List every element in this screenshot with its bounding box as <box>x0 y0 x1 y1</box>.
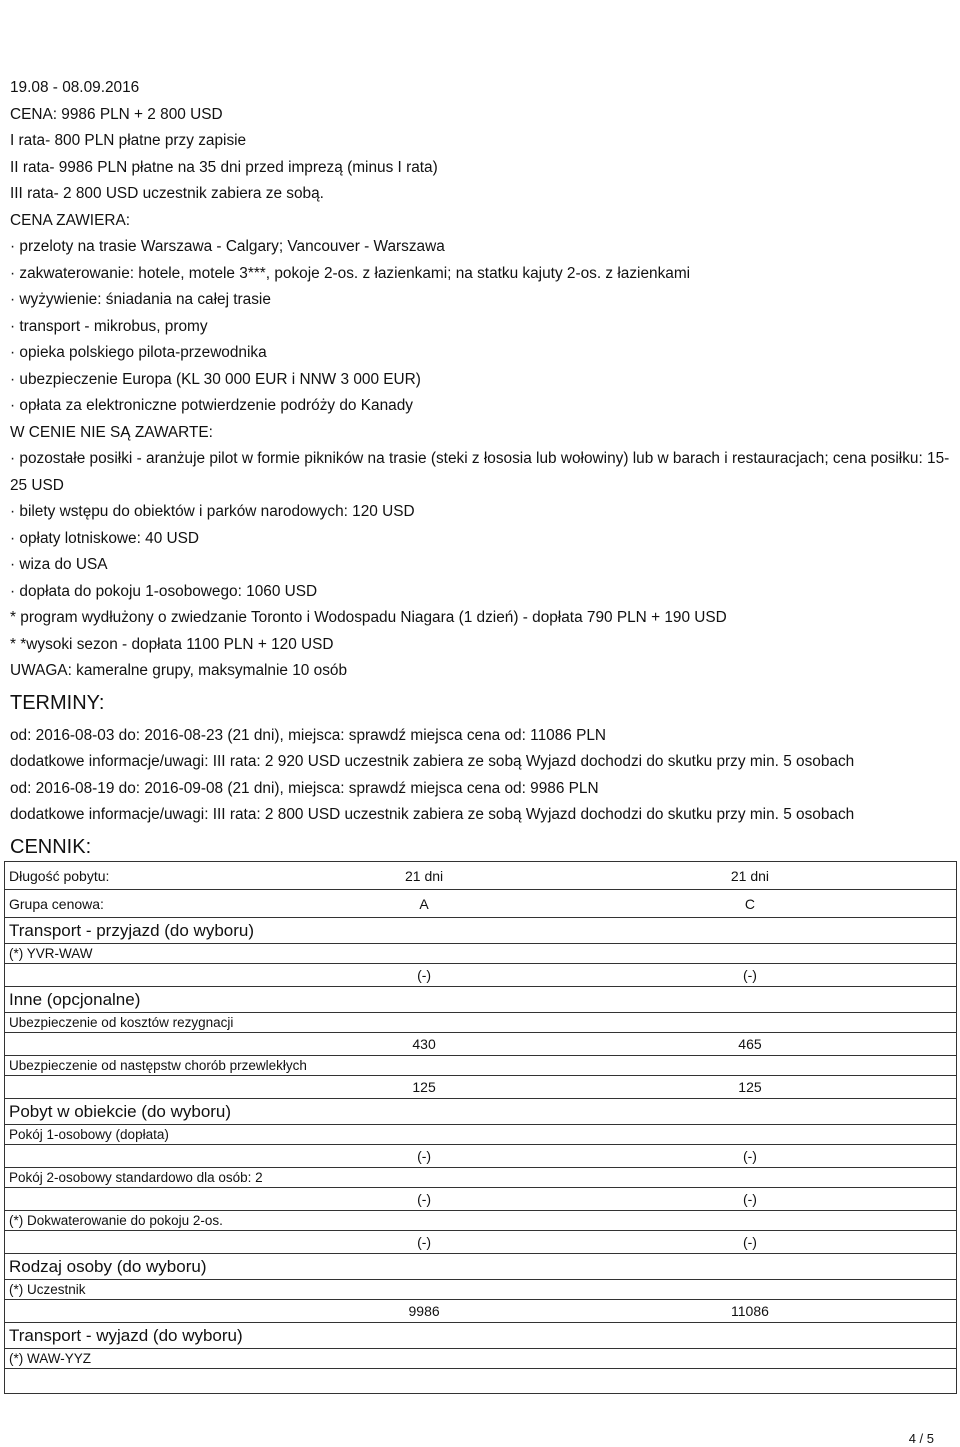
room-single-label: Pokój 1-osobowy (dopłata) <box>5 1125 957 1145</box>
term-info: dodatkowe informacje/uwagi: III rata: 2 800 USD uczestnik zabiera ze sobą Wyjazd dochodzi do skutku przy min. 5 osobach <box>10 806 855 823</box>
room-double-c: (-) <box>544 1188 957 1211</box>
table-row <box>5 1076 957 1099</box>
term-info: dodatkowe informacje/uwagi: III rata: 2 920 USD uczestnik zabiera ze sobą Wyjazd dochodzi do skutku przy min. 5 osobach <box>10 753 855 770</box>
chronic-insurance-a: 125 <box>304 1076 544 1099</box>
table-row <box>5 1033 957 1056</box>
section-room: Pobyt w obiekcie (do wyboru) <box>5 1099 957 1125</box>
table-row <box>5 890 957 918</box>
participant-c: 11086 <box>544 1300 957 1323</box>
table-row <box>5 944 957 964</box>
cancel-insurance-c: 465 <box>544 1033 957 1056</box>
room-double-a: (-) <box>304 1188 544 1211</box>
excluded-item: · wiza do USA <box>10 556 108 573</box>
included-item: · ubezpieczenie Europa (KL 30 000 EUR i NNW 3 000 EUR) <box>10 370 421 388</box>
included-item: · wyżywienie: śniadania na całej trasie <box>10 291 271 308</box>
included-item: · opieka polskiego pilota-przewodnika <box>10 344 267 361</box>
chronic-insurance-c: 125 <box>544 1076 957 1099</box>
cancel-insurance-label: Ubezpieczenie od kosztów rezygnacji <box>5 1013 957 1033</box>
participant-a: 9986 <box>304 1300 544 1323</box>
included-heading: CENA ZAWIERA: <box>10 211 131 229</box>
trip-price: CENA: 9986 PLN + 2 800 USD <box>10 105 223 123</box>
excluded-item: · dopłata do pokoju 1-osobowego: 1060 USD <box>10 582 318 600</box>
term-line: od: 2016-08-19 do: 2016-09-08 (21 dni), miejsca: sprawdź miejsca cena od: 9986 PLN <box>10 779 599 797</box>
table-row <box>5 1280 957 1300</box>
participant-label: (*) Uczestnik <box>5 1280 957 1300</box>
empty-cell <box>5 1300 305 1323</box>
room-share-a: (-) <box>304 1231 544 1254</box>
excluded-item: · opłaty lotniskowe: 40 USD <box>10 529 200 547</box>
pricelist-table <box>4 861 957 1394</box>
note-group-size: UWAGA: kameralne grupy, maksymalnie 10 osób <box>10 662 348 679</box>
table-row <box>5 1254 957 1280</box>
table-row <box>5 862 957 890</box>
offer-content <box>10 75 952 867</box>
table-row <box>5 1369 957 1394</box>
section-transport-in: Transport - przyjazd (do wyboru) <box>5 918 957 944</box>
excluded-item: · bilety wstępu do obiektów i parków narodowych: 120 USD <box>10 503 415 520</box>
table-row <box>5 1168 957 1188</box>
room-single-c: (-) <box>544 1145 957 1168</box>
table-row <box>5 1145 957 1168</box>
excluded-item: · pozostałe posiłki - aranżuje pilot w formie pikników na trasie (steki z łososia lub wołowiny) lub w barach i restauracjach; cena posiłku: 15-25 USD <box>10 450 950 494</box>
trip-dates: 19.08 - 08.09.2016 <box>10 79 140 96</box>
empty-cell <box>5 964 305 987</box>
table-row <box>5 1056 957 1076</box>
table-row <box>5 1300 957 1323</box>
included-item: · opłata za elektroniczne potwierdzenie podróży do Kanady <box>10 397 413 414</box>
empty-cell <box>5 1033 305 1056</box>
page-number: 4 / 5 <box>908 1431 934 1446</box>
empty-cell <box>5 1369 957 1394</box>
group-label: Grupa cenowa: <box>5 890 305 918</box>
transport-in-c: (-) <box>544 964 957 987</box>
chronic-insurance-label: Ubezpieczenie od następstw chorób przewlekłych <box>5 1056 957 1076</box>
table-row <box>5 1188 957 1211</box>
section-other: Inne (opcjonalne) <box>5 987 957 1013</box>
room-double-label: Pokój 2-osobowy standardowo dla osób: 2 <box>5 1168 957 1188</box>
transport-in-a: (-) <box>304 964 544 987</box>
transport-in-item: (*) YVR-WAW <box>5 944 957 964</box>
table-row <box>5 964 957 987</box>
length-a: 21 dni <box>405 867 444 884</box>
table-row <box>5 1125 957 1145</box>
table-row <box>5 987 957 1013</box>
included-item: · przeloty na trasie Warszawa - Calgary; Vancouver - Warszawa <box>10 238 445 255</box>
empty-cell <box>5 1076 305 1099</box>
length-c: 21 dni <box>730 867 770 884</box>
installment-1: I rata- 800 PLN płatne przy zapisie <box>10 132 247 149</box>
empty-cell <box>5 1231 305 1254</box>
empty-cell <box>5 1145 305 1168</box>
table-row <box>5 1231 957 1254</box>
table-row <box>5 1211 957 1231</box>
group-c: C <box>544 890 957 918</box>
table-row <box>5 1323 957 1349</box>
empty-cell <box>5 1188 305 1211</box>
room-share-label: (*) Dokwaterowanie do pokoju 2-os. <box>5 1211 957 1231</box>
section-transport-out: Transport - wyjazd (do wyboru) <box>5 1323 957 1349</box>
terms-heading: TERMINY: <box>10 691 105 714</box>
room-single-a: (-) <box>304 1145 544 1168</box>
room-share-c: (-) <box>544 1231 957 1254</box>
length-label: Długość pobytu: <box>9 867 110 884</box>
transport-out-item: (*) WAW-YYZ <box>5 1349 957 1369</box>
table-row <box>5 1013 957 1033</box>
note-extended-program: * program wydłużony o zwiedzanie Toronto i Wodospadu Niagara (1 dzień) - dopłata 790 PLN + 190 USD <box>10 609 727 626</box>
excluded-heading: W CENIE NIE SĄ ZAWARTE: <box>10 423 213 441</box>
table-row <box>5 918 957 944</box>
installment-2: II rata- 9986 PLN płatne na 35 dni przed imprezą (minus I rata) <box>10 158 438 176</box>
included-item: · zakwaterowanie: hotele, motele 3***, pokoje 2-os. z łazienkami; na statku kajuty 2-os. z łazienkami <box>10 264 691 282</box>
group-a: A <box>304 890 544 918</box>
included-item: · transport - mikrobus, promy <box>10 317 208 335</box>
table-row <box>5 1099 957 1125</box>
section-person: Rodzaj osoby (do wyboru) <box>5 1254 957 1280</box>
note-high-season: * *wysoki sezon - dopłata 1100 PLN + 120 USD <box>10 635 334 653</box>
installment-3: III rata- 2 800 USD uczestnik zabiera ze sobą. <box>10 185 324 202</box>
term-line: od: 2016-08-03 do: 2016-08-23 (21 dni), miejsca: sprawdź miejsca cena od: 11086 PLN <box>10 726 607 744</box>
table-row <box>5 1349 957 1369</box>
cancel-insurance-a: 430 <box>304 1033 544 1056</box>
pricelist-heading: CENNIK: <box>10 835 92 858</box>
